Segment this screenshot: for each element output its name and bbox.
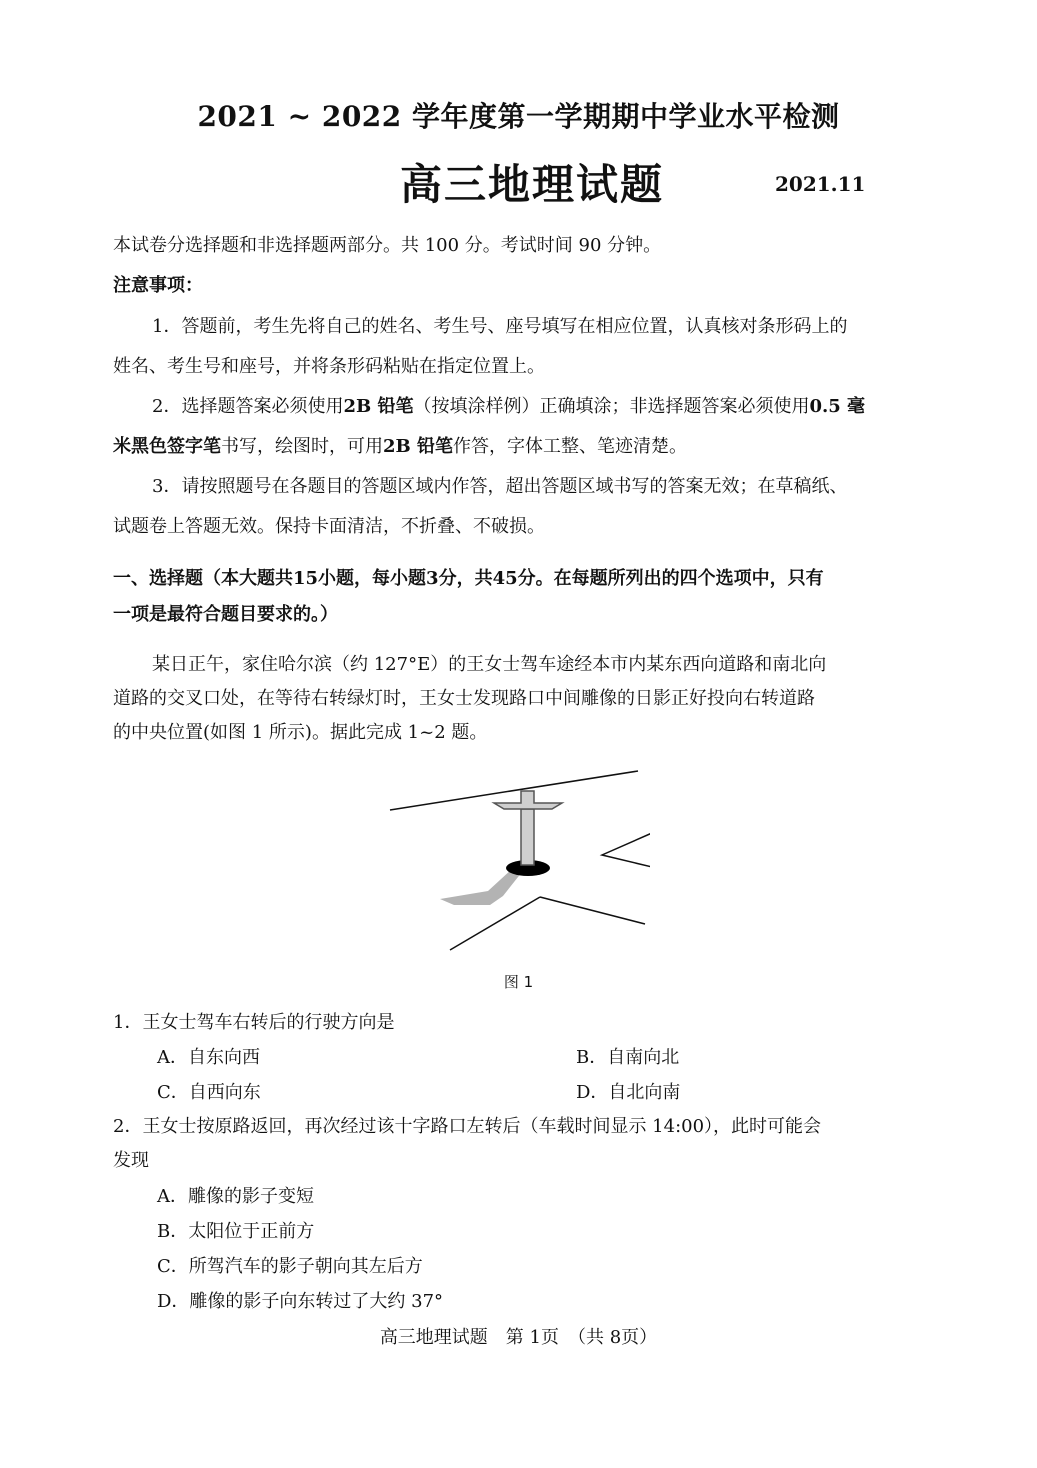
notice-heading: 注意事项： [113, 275, 203, 296]
page-footer: 高三地理试题 第 1页 （共 8页） [379, 1327, 658, 1348]
exam-title-subject: 高三地理试题 [400, 160, 665, 209]
question-2-option-a: A．雕像的影子变短 [157, 1186, 314, 1207]
passage-line1: 某日正午，家住哈尔滨（约 127°E）的王女士驾车途经本市内某东西向道路和南北向 [152, 654, 827, 675]
notice-item2-h: 作答，字体工整、笔迹清楚。 [453, 436, 688, 457]
question-2-stem-line2: 发现 [113, 1150, 149, 1171]
statue-pillar [521, 809, 534, 865]
notice-item3-line1: 3．请按照题号在各题目的答题区域内作答，超出答题区域书写的答案无效；在草稿纸、 [152, 476, 848, 497]
passage-line3: 的中央位置(如图 1 所示)。据此完成 1~2 题。 [113, 722, 488, 743]
exam-date: 2021.11 [775, 172, 866, 196]
statue-shadow [440, 869, 522, 905]
question-2-option-b: B．太阳位于正前方 [157, 1221, 315, 1242]
exam-title-line1: 2021 ~ 2022 学年度第一学期期中学业水平检测 [197, 100, 840, 133]
passage-line2: 道路的交叉口处，在等待右转绿灯时，王女士发现路口中间雕像的日影正好投向右转道路 [113, 688, 815, 709]
notice-item2-e: 米黑色签字笔 [113, 436, 221, 457]
intro-text: 本试卷分选择题和非选择题两部分。共 100 分。考试时间 90 分钟。 [113, 235, 662, 256]
question-2-option-d: D．雕像的影子向东转过了大约 37° [157, 1291, 444, 1312]
notice-item2-d: 0.5 毫 [809, 396, 866, 417]
figure-caption: 图 1 [503, 973, 534, 991]
notice-item2-b: 2B 铅笔 [343, 396, 414, 417]
notice-item2-f: 书写，绘图时，可用 [221, 436, 383, 457]
notice-item2-line2 [113, 432, 687, 458]
road-edge-line [540, 897, 645, 924]
notice-item2-c: （按填涂样例）正确填涂；非选择题答案必须使用 [413, 396, 810, 417]
question-2-stem-line1: 2．王女士按原路返回，再次经过该十字路口左转后（车载时间显示 14:00），此时可能会 [113, 1116, 822, 1137]
notice-item2-g: 2B 铅笔 [383, 436, 454, 457]
question-1-option-b: B．自南向北 [576, 1047, 680, 1068]
question-1-stem: 1．王女士驾车右转后的行驶方向是 [113, 1012, 395, 1033]
section1-heading-line1: 一、选择题（本大题共15小题，每小题3分，共45分。在每题所列出的四个选项中，只有 [113, 568, 824, 589]
question-1-option-c: C．自西向东 [157, 1082, 261, 1103]
notice-item2-line1 [152, 392, 865, 418]
statue-top [494, 791, 562, 809]
notice-item2-a: 2．选择题答案必须使用 [152, 396, 344, 417]
notice-item1-line1: 1．答题前，考生先将自己的姓名、考生号、座号填写在相应位置，认真核对条形码上的 [152, 316, 848, 337]
section1-heading-line2: 一项是最符合题目要求的。） [113, 604, 338, 625]
question-1-option-a: A．自东向西 [157, 1047, 260, 1068]
question-2-option-c: C．所驾汽车的影子朝向其左后方 [157, 1256, 423, 1277]
question-1-option-d: D．自北向南 [576, 1082, 681, 1103]
notice-item3-line2: 试题卷上答题无效。保持卡面清洁，不折叠、不破损。 [113, 516, 545, 537]
intersection-figure [380, 765, 650, 955]
notice-item1-line2: 姓名、考生号和座号，并将条形码粘贴在指定位置上。 [113, 356, 545, 377]
road-edge-line [602, 833, 650, 867]
